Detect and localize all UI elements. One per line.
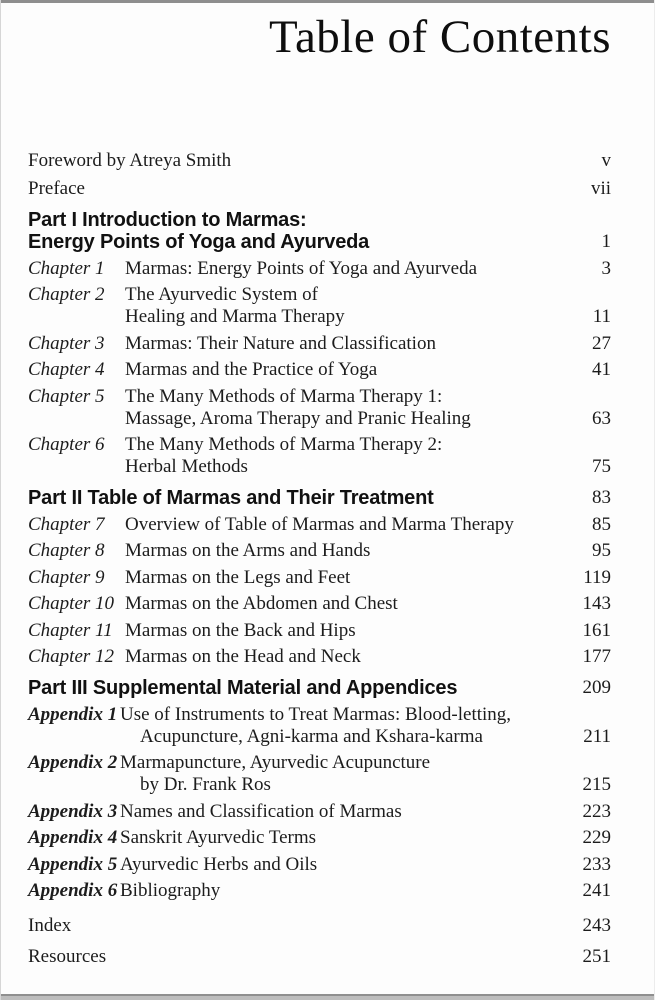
entry-title-text: Names and Classification of Marmas <box>120 800 402 822</box>
entry-page-number: 177 <box>582 646 611 667</box>
entry-page-number: 223 <box>582 800 611 822</box>
entry-title-line <box>28 231 571 253</box>
entry-title-text: Use of Instruments to Treat Marmas: Blood-letting, <box>120 703 512 725</box>
entry-text <box>28 677 571 699</box>
entry-text <box>28 620 571 642</box>
entry-label: Chapter 9 <box>28 566 105 588</box>
entry-title-text: Marmas: Energy Points of Yoga and Ayurveda <box>125 257 478 279</box>
entry-title-text: Bibliography <box>120 880 221 901</box>
entry-title-text: Massage, Aroma Therapy and Pranic Healing <box>125 407 471 429</box>
entry-title-line <box>28 178 571 200</box>
toc-entry <box>28 827 611 849</box>
entry-label: Chapter 4 <box>28 359 105 380</box>
entry-page-number: 95 <box>592 540 611 561</box>
entry-title-line <box>28 677 571 699</box>
toc-entry <box>28 178 611 200</box>
entry-label: Appendix 1 <box>28 703 118 725</box>
toc-entry <box>28 915 611 937</box>
entry-label: Chapter 7 <box>28 513 105 535</box>
entry-title-text: Index <box>28 915 72 936</box>
entry-title-line <box>28 209 571 231</box>
entry-page-number: 85 <box>592 513 611 535</box>
entry-label: Chapter 10 <box>28 593 115 614</box>
entry-title-text: Overview of Table of Marmas and Marma Therapy <box>125 513 514 535</box>
page-content <box>1 0 654 968</box>
toc-part-heading <box>28 677 611 699</box>
entry-title-line <box>28 540 571 562</box>
toc-entry <box>28 359 611 381</box>
entry-page-number: 251 <box>582 946 611 967</box>
entry-text <box>28 359 571 381</box>
entry-title-text: Healing and Marma Therapy <box>125 306 345 327</box>
toc-entry <box>28 150 611 172</box>
toc-entry <box>28 258 611 280</box>
entry-label: Chapter 11 <box>28 619 113 641</box>
entry-label: Chapter 3 <box>28 332 105 354</box>
toc-entry <box>28 593 611 615</box>
entry-text <box>28 752 571 796</box>
entry-title-text: Part II Table of Marmas and Their Treatment <box>28 487 434 509</box>
entry-text <box>28 704 571 748</box>
entry-text <box>28 915 571 937</box>
entry-title-text: Ayurvedic Herbs and Oils <box>120 853 318 875</box>
entry-title-line <box>28 801 571 823</box>
entry-title-line <box>28 150 571 172</box>
toc-entry <box>28 540 611 562</box>
entry-text <box>28 514 571 536</box>
toc-entry <box>28 704 611 748</box>
entry-title-line <box>28 386 571 408</box>
entry-title-line <box>28 726 571 748</box>
toc-entry <box>28 514 611 536</box>
entry-text <box>28 178 571 200</box>
entry-title-text: Part I Introduction to Marmas: <box>28 209 307 231</box>
entry-title-line <box>28 258 571 280</box>
entry-page-number: 11 <box>592 306 611 327</box>
page-bottom-edge <box>1 994 654 1000</box>
entry-title-line <box>28 306 571 328</box>
toc-entry <box>28 434 611 478</box>
entry-title-line <box>28 359 571 381</box>
entry-title-text: Resources <box>28 946 107 967</box>
entry-title-line <box>28 593 571 615</box>
entry-page-number: vii <box>590 178 611 199</box>
entry-page-number: 1 <box>601 231 611 252</box>
entry-label: Chapter 6 <box>28 434 105 455</box>
toc-entry <box>28 567 611 589</box>
entry-page-number: 83 <box>592 487 611 508</box>
toc-entry <box>28 386 611 430</box>
toc-part-heading <box>28 209 611 253</box>
entry-label: Chapter 12 <box>28 646 115 667</box>
entry-title-line <box>28 854 571 876</box>
page-top-edge <box>1 0 654 3</box>
entry-title-text: Marmapuncture, Ayurvedic Acupuncture <box>120 752 431 773</box>
entry-title-text: Marmas on the Head and Neck <box>125 646 361 667</box>
entry-title-line <box>28 827 571 849</box>
toc-entry <box>28 333 611 355</box>
entry-page-number: 209 <box>582 677 611 698</box>
entry-page-number: 243 <box>582 915 611 936</box>
entry-title-text: The Many Methods of Marma Therapy 2: <box>125 434 443 455</box>
entry-title-text: The Ayurvedic System of <box>125 284 318 305</box>
entry-page-number: 241 <box>582 880 611 901</box>
entry-title-line <box>28 567 571 589</box>
toc-entry <box>28 801 611 823</box>
entry-title-text: Preface <box>28 178 85 199</box>
entry-label: Chapter 8 <box>28 540 105 561</box>
entry-text <box>28 946 571 968</box>
entry-label: Chapter 5 <box>28 385 105 407</box>
entry-page-number: 119 <box>583 566 611 588</box>
toc-entry <box>28 752 611 796</box>
toc-entry <box>28 620 611 642</box>
entry-label: Appendix 6 <box>28 880 118 901</box>
entry-title-text: Foreword by Atreya Smith <box>28 150 232 171</box>
entry-text <box>28 209 571 253</box>
table-of-contents <box>28 150 611 968</box>
entry-page-number: 215 <box>582 774 611 795</box>
entry-title-text: by Dr. Frank Ros <box>140 774 271 795</box>
entry-label: Chapter 2 <box>28 284 105 305</box>
entry-page-number: 3 <box>601 257 611 279</box>
entry-title-text: Herbal Methods <box>125 456 248 477</box>
entry-title-text: Marmas on the Abdomen and Chest <box>125 593 398 614</box>
entry-title-text: Sanskrit Ayurvedic Terms <box>120 827 317 848</box>
entry-label: Appendix 3 <box>28 800 118 822</box>
entry-title-line <box>28 774 571 796</box>
entry-page-number: v <box>601 150 611 171</box>
entry-text <box>28 487 571 509</box>
entry-title-line <box>28 408 571 430</box>
entry-label: Appendix 2 <box>28 752 118 773</box>
entry-title-line <box>28 284 571 306</box>
entry-page-number: 143 <box>582 593 611 614</box>
toc-part-heading <box>28 487 611 509</box>
entry-text <box>28 567 571 589</box>
entry-title-line <box>28 487 571 509</box>
entry-title-line <box>28 333 571 355</box>
entry-label: Appendix 5 <box>28 853 118 875</box>
entry-text <box>28 880 571 902</box>
entry-title-line <box>28 880 571 902</box>
entry-text <box>28 646 571 668</box>
entry-page-number: 75 <box>592 456 611 477</box>
entry-text <box>28 854 571 876</box>
entry-text <box>28 284 571 328</box>
entry-title-line <box>28 915 571 937</box>
toc-entry <box>28 646 611 668</box>
entry-title-text: Marmas on the Legs and Feet <box>125 566 351 588</box>
entry-page-number: 161 <box>582 619 611 641</box>
entry-title-line <box>28 456 571 478</box>
entry-title-line <box>28 646 571 668</box>
page-title: Table of Contents <box>269 11 611 63</box>
entry-title-line <box>28 434 571 456</box>
entry-text <box>28 150 571 172</box>
toc-entry <box>28 946 611 968</box>
toc-entry <box>28 854 611 876</box>
entry-title-line <box>28 620 571 642</box>
entry-page-number: 41 <box>592 359 611 380</box>
entry-label: Appendix 4 <box>28 827 118 848</box>
entry-text <box>28 540 571 562</box>
entry-title-line <box>28 946 571 968</box>
entry-page-number: 27 <box>592 332 611 354</box>
entry-text <box>28 593 571 615</box>
entry-title-text: Marmas on the Back and Hips <box>125 619 356 641</box>
entry-title-line <box>28 514 571 536</box>
entry-text <box>28 386 571 430</box>
entry-title-text: Marmas: Their Nature and Classification <box>125 332 436 354</box>
entry-title-text: Acupuncture, Agni-karma and Kshara-karma <box>140 725 483 747</box>
entry-text <box>28 827 571 849</box>
entry-page-number: 233 <box>582 853 611 875</box>
entry-page-number: 229 <box>582 827 611 848</box>
entry-title-text: Energy Points of Yoga and Ayurveda <box>28 231 370 253</box>
entry-label: Chapter 1 <box>28 257 105 279</box>
toc-entry <box>28 284 611 328</box>
entry-title-line <box>28 752 571 774</box>
entry-page-number: 211 <box>583 725 611 747</box>
entry-text <box>28 333 571 355</box>
entry-page-number: 63 <box>592 407 611 429</box>
entry-title-text: Marmas and the Practice of Yoga <box>125 359 378 380</box>
entry-text <box>28 258 571 280</box>
entry-title-text: The Many Methods of Marma Therapy 1: <box>125 385 443 407</box>
entry-title-text: Part III Supplemental Material and Appendices <box>28 677 458 699</box>
toc-entry <box>28 880 611 902</box>
entry-title-line <box>28 704 571 726</box>
entry-text <box>28 434 571 478</box>
entry-text <box>28 801 571 823</box>
entry-title-text: Marmas on the Arms and Hands <box>125 540 371 561</box>
